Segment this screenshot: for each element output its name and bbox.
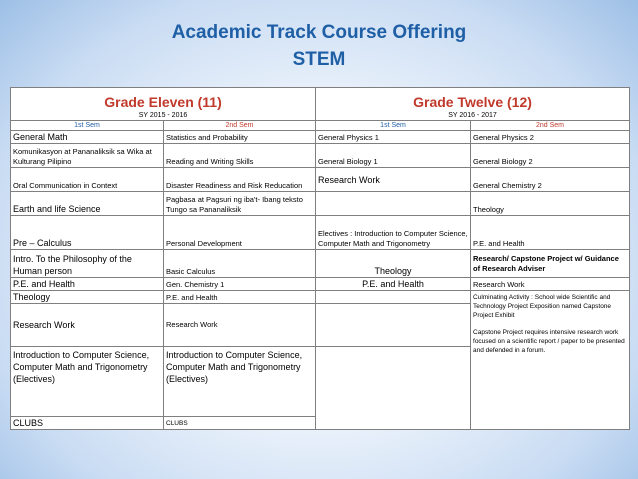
course-cell: Theology (11, 291, 164, 304)
course-cell: Disaster Readiness and Risk Reducation (164, 168, 316, 192)
semester-row (11, 121, 630, 131)
course-cell: General Math (11, 131, 164, 144)
course-cell: Electives : Introduction to Computer Science, Computer Math and Trigonometry (316, 216, 471, 250)
course-cell: P.E. and Health (11, 278, 164, 291)
course-line: Computer Math and Trigonometry (13, 362, 148, 372)
course-cell: General Chemistry 2 (471, 168, 630, 192)
table-row (11, 291, 630, 304)
semester-header: 1st Sem (316, 121, 471, 131)
course-cell: Theology (471, 192, 630, 216)
course-cell: Personal Development (164, 216, 316, 250)
course-cell: General Physics 2 (471, 131, 630, 144)
course-cell: Theology (316, 250, 471, 278)
course-line: (Electives) (166, 374, 209, 384)
grade-twelve-school-year: SY 2016 - 2017 (316, 112, 630, 121)
semester-header: 2nd Sem (471, 121, 630, 131)
capstone-project-text: Capstone Project requires intensive research work focused on a scientific report / paper to be presented and defended in a forum. (473, 329, 625, 354)
course-cell: CLUBS (164, 417, 316, 430)
course-cell: General Physics 1 (316, 131, 471, 144)
course-cell: Statistics and Probability (164, 131, 316, 144)
course-line: (Electives) (13, 374, 56, 384)
table-row (11, 144, 630, 168)
grade-header-row (11, 88, 630, 113)
course-cell: Basic Calculus (164, 250, 316, 278)
course-cell: Gen. Chemistry 1 (164, 278, 316, 291)
course-line: Introduction to Computer Science, (13, 350, 150, 360)
course-cell: Reading and Writing Skills (164, 144, 316, 168)
course-line: Introduction to Computer Science, (166, 350, 303, 360)
course-cell: Pre – Calculus (11, 216, 164, 250)
table-row (11, 250, 630, 278)
course-cell: Oral Communication in Context (11, 168, 164, 192)
grade-eleven-school-year: SY 2015 - 2016 (11, 112, 316, 121)
course-cell: Research/ Capstone Project w/ Guidance of Research Adviser (471, 250, 630, 278)
page-title: Academic Track Course Offering (171, 22, 467, 43)
course-cell: Research Work (316, 168, 471, 192)
course-table (10, 87, 630, 430)
course-cell: Research Work (11, 304, 164, 347)
spacer (473, 320, 627, 328)
table-row (11, 192, 630, 216)
table-row (11, 168, 630, 192)
course-cell: Earth and life Science (11, 192, 164, 216)
culminating-activity-cell (471, 291, 630, 430)
course-cell: Research Work (471, 278, 630, 291)
course-cell: CLUBS (11, 417, 164, 430)
course-cell: Komunikasyon at Pananaliksik sa Wika at Kulturang Pilipino (11, 144, 164, 168)
table-row (11, 216, 630, 250)
course-cell: Pagbasa at Pagsuri ng iba't- Ibang teksto Tungo sa Pananaliksik (164, 192, 316, 216)
grade-eleven-header: Grade Eleven (11) (11, 88, 316, 113)
table-row (11, 131, 630, 144)
culminating-activity-text: Culminating Activity : School wide Scientific and Technology Project Exposition named Capstone Project Exhibit (473, 294, 612, 319)
course-cell: P.E. and Health (316, 278, 471, 291)
course-cell: Intro. To the Philosophy of the Human person (11, 250, 164, 278)
course-cell (316, 291, 471, 304)
course-cell: P.E. and Health (164, 291, 316, 304)
semester-header: 2nd Sem (164, 121, 316, 131)
course-cell: General Biology 2 (471, 144, 630, 168)
school-year-row (11, 112, 630, 121)
course-cell (316, 192, 471, 216)
course-cell (11, 347, 164, 417)
course-line: Computer Math and Trigonometry (166, 362, 301, 372)
course-cell: Research Work (164, 304, 316, 347)
page-subtitle: STEM (292, 49, 346, 70)
course-cell (164, 347, 316, 417)
empty-cell (316, 347, 471, 430)
table-row (11, 278, 630, 291)
course-cell: General Biology 1 (316, 144, 471, 168)
grade-twelve-header: Grade Twelve (12) (316, 88, 630, 113)
course-cell: P.E. and Health (471, 216, 630, 250)
course-cell (316, 304, 471, 347)
semester-header: 1st Sem (11, 121, 164, 131)
